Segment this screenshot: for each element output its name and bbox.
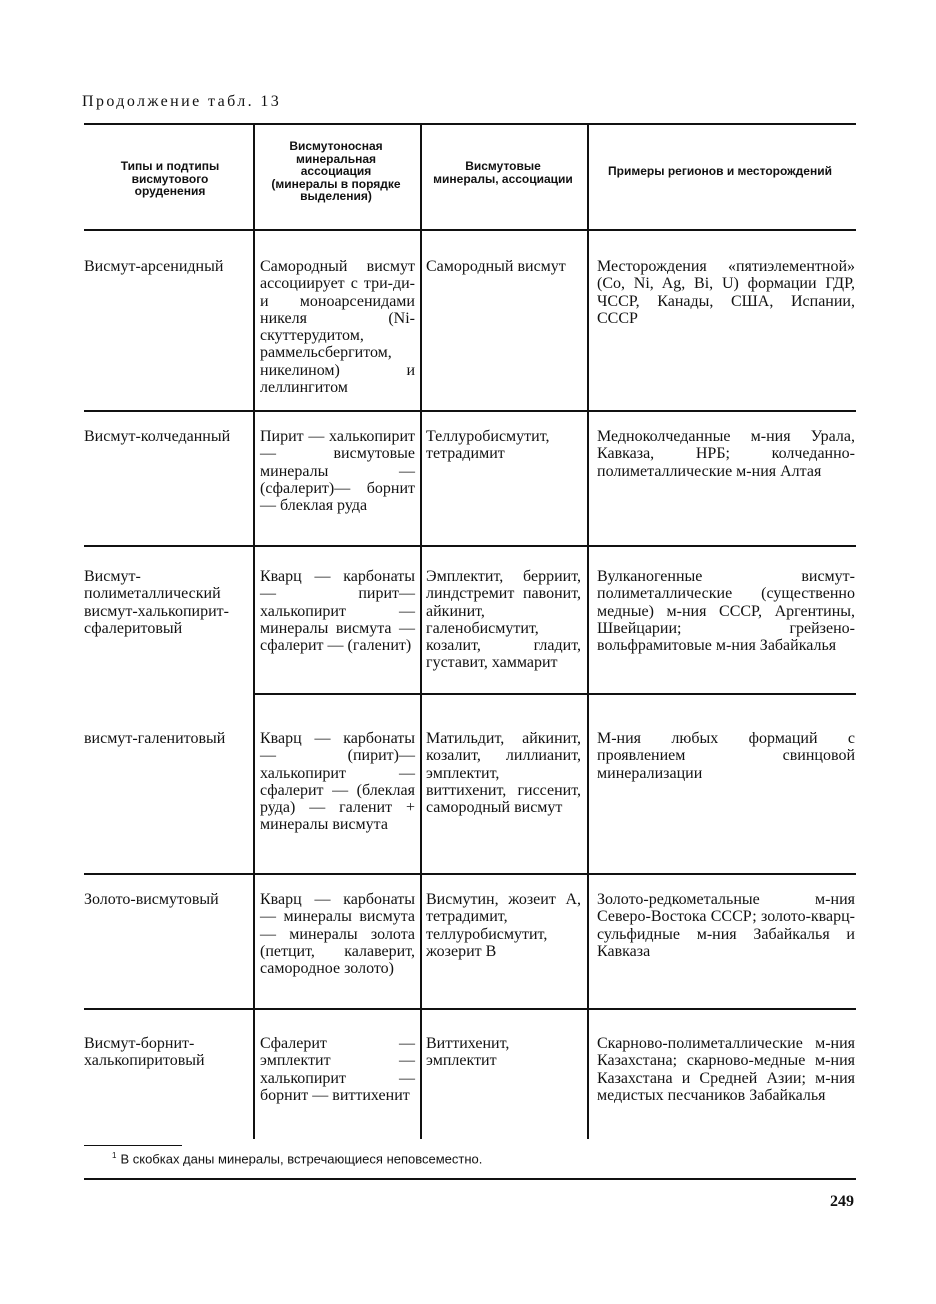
page-bottom-rule — [84, 1178, 856, 1180]
header-minerals: Висмутовые минералы, ассоциации — [433, 159, 573, 186]
cell-association: Самородный висмут ассоциирует с три-ди- и моноарсенидами никеля (Ni-скуттерудитом, раммельсбергитом, никелином) и леллингитом — [260, 258, 415, 397]
cell-examples: Медноколчеданные м-ния Урала, Кавказа, НРБ; колчеданно-полиметаллические м-ния Алтая — [597, 428, 855, 480]
cell-examples: Золото-редкометальные м-ния Северо-Востока СССР; золото-кварц-сульфидные м-ния Забайкалья и Кавказа — [597, 891, 855, 960]
table-top-rule — [84, 123, 856, 125]
footnote-mark: 1 — [112, 1151, 117, 1160]
page-number: 249 — [830, 1193, 854, 1210]
cell-minerals: Теллуробисмутит, тетрадимит — [426, 428, 550, 463]
cell-minerals: Эмплектит, берриит, линдстремит павонит, айкинит, галенобисмутит, козалит, гладит, густавит, хаммарит — [426, 568, 581, 672]
cell-examples: Вулканогенные висмут-полиметаллические (существенно медные) м-ния СССР, Аргентины, Швейцарии; грейзено-вольфрамитовые м-ния Забайкалья — [597, 568, 855, 655]
cell-association: Кварц — карбонаты — пирит— халькопирит — минералы висмута — сфалерит — (галенит) — [260, 568, 415, 655]
row-separator — [84, 1008, 856, 1010]
cell-examples: Скарново-полиметаллические м-ния Казахстана; скарново-медные м-ния Казахстана и Средней Азии; м-ния медистых песчаников Забайкалья — [597, 1035, 855, 1104]
subrow-separator — [253, 693, 856, 695]
header-association: Висмутоносная минеральная ассоциация (минералы в порядке выделения) — [271, 139, 401, 203]
cell-association: Сфалерит — эмплектит — халькопирит — борнит — виттихенит — [260, 1035, 415, 1104]
cell-minerals: Самородный висмут — [426, 258, 566, 275]
cell-type: висмут-галенитовый — [84, 730, 226, 747]
cell-examples: Месторождения «пятиэлементной» (Co, Ni, Ag, Bi, U) формации ГДР, ЧССР, Канады, США, Испании, СССР — [597, 258, 855, 327]
cell-type: Висмут-полиметаллический висмут-халькопирит-сфалеритовый — [84, 568, 229, 637]
cell-association: Кварц — карбонаты — минералы висмута — минералы золота (петцит, калаверит, самородное золото) — [260, 891, 415, 978]
column-separator — [420, 123, 422, 1139]
table-caption: Продолжение табл. 13 — [82, 93, 282, 110]
cell-minerals: Матильдит, айкинит, козалит, лиллианит, эмплектит, виттихенит, гиссенит, самородный висмут — [426, 730, 581, 817]
cell-type: Висмут-арсенидный — [84, 258, 224, 275]
cell-type: Висмут-колчеданный — [84, 428, 231, 445]
cell-association: Пирит — халькопирит — висмутовые минералы — (сфалерит)— борнит — блеклая руда — [260, 428, 415, 515]
footnote-text: В скобках даны минералы, встречающиеся неповсеместно. — [120, 1151, 483, 1167]
footnote-rule — [84, 1145, 182, 1146]
row-separator — [84, 410, 856, 412]
cell-examples: М-ния любых формаций с проявлением свинцовой минерализации — [597, 730, 855, 782]
column-separator — [587, 123, 589, 1139]
cell-type: Золото-висмутовый — [84, 891, 219, 908]
header-bottom-rule — [84, 229, 856, 231]
cell-minerals: Висмутин, жозеит А, тетрадимит, теллуробисмутит, жозерит В — [426, 891, 581, 960]
cell-type: Висмут-борнит-халькопиритовый — [84, 1035, 205, 1070]
row-separator — [84, 545, 856, 547]
header-examples: Примеры регионов и месторождений — [608, 164, 832, 178]
footnote — [112, 1151, 482, 1166]
row-separator — [84, 873, 856, 875]
column-separator — [253, 123, 255, 1139]
cell-minerals: Виттихенит, эмплектит — [426, 1035, 510, 1070]
cell-association: Кварц — карбонаты — (пирит)— халькопирит — сфалерит — (блеклая руда) — галенит + минералы висмута — [260, 730, 415, 834]
header-type: Типы и подтипы висмутового оруденения — [120, 159, 220, 198]
